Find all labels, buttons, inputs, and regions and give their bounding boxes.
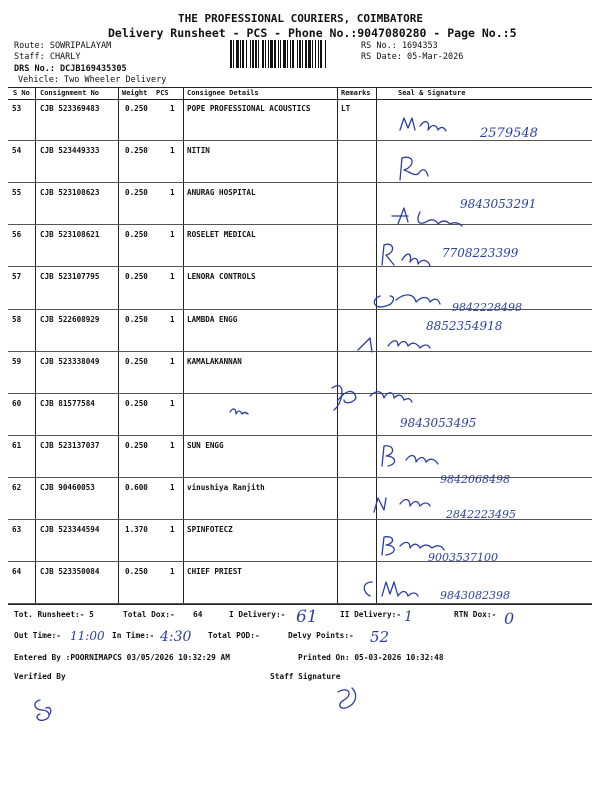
row-pcs: 1 (170, 525, 175, 534)
handwritten-phone-55: 9843053291 (460, 197, 537, 211)
row-sno: 58 (12, 314, 22, 324)
row-pcs: 1 (170, 314, 175, 324)
handwritten-phone-60: 9843053495 (400, 416, 477, 430)
total-dox-value: 64 (193, 610, 203, 619)
row-consignee: POPE PROFESSIONAL ACOUSTICS (187, 104, 311, 113)
entered-by: Entered By :POORNIMAPCS 03/05/2026 10:32:29 AM (14, 653, 230, 662)
handwritten-ii-delivery: 1 (404, 609, 413, 625)
company-name: THE PROFESSIONAL COURIERS, COIMBATORE (178, 12, 424, 25)
row-consignment-no: CJB 523107795 (40, 272, 100, 282)
rs-date: RS Date: 05-Mar-2026 (361, 52, 464, 62)
summary-handwriting (0, 600, 600, 650)
row-weight: 0.250 (125, 104, 148, 113)
row-consignment-no: CJB 523137037 (40, 440, 100, 450)
runsheet-title: Delivery Runsheet - PCS - Phone No.:9047080280 - Page No.:5 (108, 26, 517, 40)
ii-delivery-label: II Delivery:- (340, 610, 402, 619)
handwritten-rtn-dox: 0 (504, 609, 515, 628)
row-weight: 0.600 (125, 482, 148, 492)
rtn-dox-label: RTN Dox:- (454, 610, 497, 619)
staff-signature-label: Staff Signature (270, 672, 341, 681)
rs-number: RS No.: 1694353 (361, 41, 438, 51)
row-consignment-no: CJB 81577584 (40, 398, 95, 408)
col-consignee: Consignee Details (187, 89, 259, 97)
row-weight: 0.250 (125, 230, 148, 240)
row-sno: 57 (12, 272, 22, 282)
printed-on: Printed On: 05-03-2026 10:32:48 (298, 653, 444, 662)
consignee-scribble-60 (228, 404, 252, 416)
barcode-image (228, 40, 358, 70)
row-weight: 0.250 (125, 567, 148, 577)
row-sno: 56 (12, 230, 22, 240)
row-pcs: 1 (170, 356, 175, 366)
row-weight: 1.370 (125, 525, 148, 534)
row-consignment-no: CJB 523449333 (40, 146, 100, 156)
total-dox-label: Total Dox:- (123, 610, 175, 619)
row-weight: 0.250 (125, 314, 148, 324)
row-consignee: NITIN (187, 146, 210, 156)
row-pcs: 1 (170, 104, 175, 113)
col-consignment: Consignment No (40, 89, 100, 97)
drs-label: DRS No.: DCJB169435305 (14, 64, 127, 74)
row-consignee: KAMALAKANNAN (187, 356, 242, 366)
verified-signature (28, 694, 68, 724)
row-consignment-no: CJB 90460053 (40, 482, 95, 492)
row-pcs: 1 (170, 188, 175, 198)
col-sno: S No (13, 89, 30, 97)
col-weight: Weight (122, 89, 148, 97)
row-consignee: CHIEF PRIEST (187, 567, 242, 577)
row-sno: 55 (12, 188, 22, 198)
row-sno: 54 (12, 146, 22, 156)
delv-points-label: Delvy Points:- (288, 631, 354, 640)
row-consignment-no: CJB 523369483 (40, 104, 100, 113)
row-consignee: LAMBDA ENGG (187, 314, 238, 324)
staff-signature (330, 682, 370, 712)
in-time-label: In Time:- (112, 631, 155, 640)
row-consignee: vinushiya Ranjith (187, 482, 265, 492)
i-delivery-label: I Delivery:- (229, 610, 286, 619)
handwritten-phone-56: 7708223399 (442, 246, 519, 260)
row-weight: 0.250 (125, 188, 148, 198)
row-weight: 0.250 (125, 272, 148, 282)
row-sno: 64 (12, 567, 22, 577)
row-consignment-no: CJB 523350084 (40, 567, 100, 577)
col-pcs: PCS (156, 89, 169, 97)
row-weight: 0.250 (125, 356, 148, 366)
row-sno: 60 (12, 398, 22, 408)
row-pcs: 1 (170, 398, 175, 408)
row-remarks: LT (341, 104, 351, 113)
row-weight: 0.250 (125, 398, 148, 408)
col-remarks: Remarks (341, 89, 371, 97)
row-sno: 61 (12, 440, 22, 450)
total-pod-label: Total POD:- (208, 631, 260, 640)
vehicle-label: Vehicle: Two Wheeler Delivery (18, 75, 167, 85)
col-seal: Seal & Signature (398, 89, 466, 97)
row-consignee: ROSELET MEDICAL (187, 230, 256, 240)
row-weight: 0.250 (125, 146, 148, 156)
row-consignment-no: CJB 523108621 (40, 230, 100, 240)
handwritten-delv-points: 52 (370, 628, 390, 646)
handwritten-delivery: 61 (296, 607, 318, 627)
row-consignment-no: CJB 523338049 (40, 356, 100, 366)
row-consignee: ANURAG HOSPITAL (187, 188, 256, 198)
handwritten-phone-64: 9843082398 (440, 589, 510, 602)
handwritten-phone-63: 9003537100 (428, 551, 498, 564)
handwritten-phone-58: 8852354918 (426, 319, 503, 333)
handwritten-in-time: 4:30 (160, 629, 192, 645)
tot-runsheet: Tot. Runsheet:- 5 (14, 610, 94, 619)
row-pcs: 1 (170, 440, 175, 450)
verified-by-label: Verified By (14, 672, 66, 681)
handwritten-phone-53: 2579548 (480, 126, 538, 141)
row-consignee: LENORA CONTROLS (187, 272, 256, 282)
row-pcs: 1 (170, 230, 175, 240)
route-label: Route: SOWRIPALAYAM (14, 41, 112, 51)
row-consignee: SPINFOTECZ (187, 525, 233, 534)
row-sno: 62 (12, 482, 22, 492)
row-pcs: 1 (170, 567, 175, 577)
handwritten-phone-57: 9842228498 (452, 301, 522, 314)
signature-layer (330, 100, 600, 605)
row-consignment-no: CJB 523344594 (40, 525, 100, 534)
row-sno: 59 (12, 356, 22, 366)
row-pcs: 1 (170, 272, 175, 282)
handwritten-phone-62: 2842223495 (446, 508, 516, 521)
row-weight: 0.250 (125, 440, 148, 450)
row-pcs: 1 (170, 146, 175, 156)
out-time-label: Out Time:- (14, 631, 61, 640)
row-pcs: 1 (170, 482, 175, 492)
row-sno: 53 (12, 104, 22, 113)
row-sno: 63 (12, 525, 22, 534)
row-consignment-no: CJB 522608929 (40, 314, 100, 324)
row-consignment-no: CJB 523108623 (40, 188, 100, 198)
handwritten-out-time: 11:00 (70, 629, 105, 643)
row-consignee: SUN ENGG (187, 440, 224, 450)
handwritten-phone-61: 9842068498 (440, 473, 510, 486)
staff-label: Staff: CHARLY (14, 52, 81, 62)
